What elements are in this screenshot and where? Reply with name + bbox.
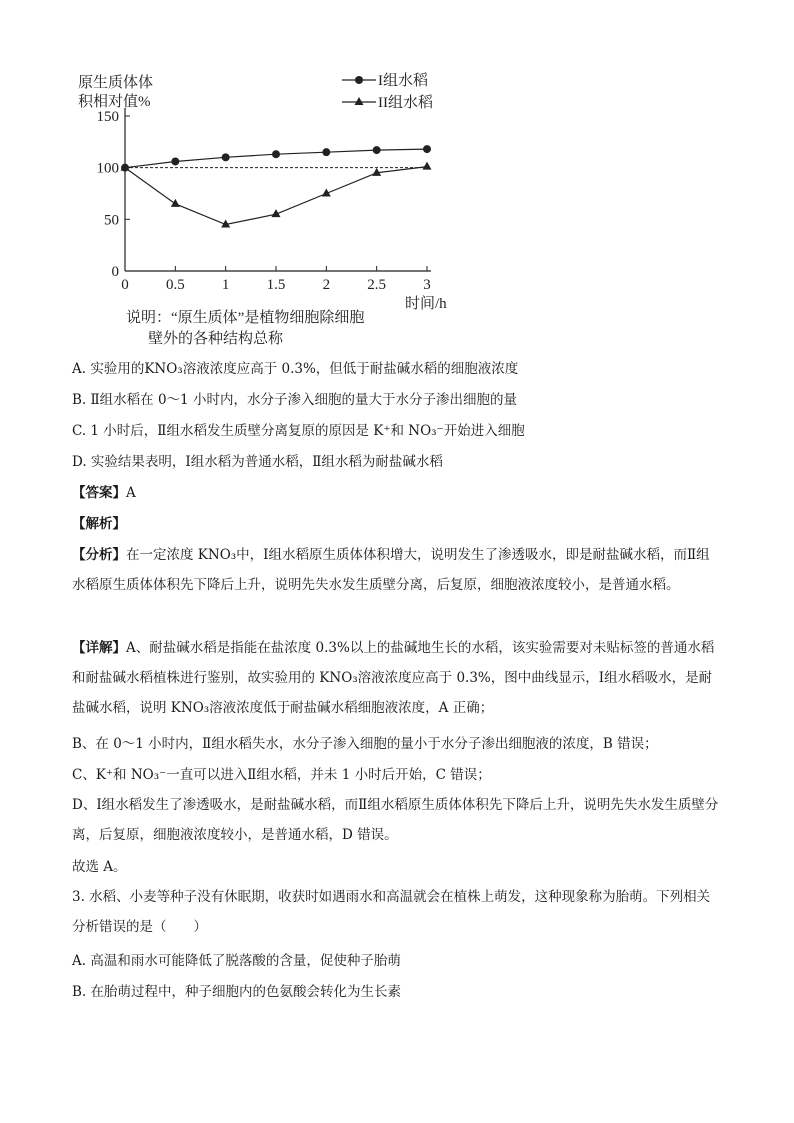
y-tick-label: 0 bbox=[111, 264, 119, 280]
option-d: D. 实验结果表明，Ⅰ组水稻为普通水稻，Ⅱ组水稻为耐盐碱水稻 bbox=[72, 454, 443, 470]
answer-tag: 【答案】 bbox=[72, 485, 126, 501]
option-a: A. 实验用的KNO₃溶液浓度应高于 0.3%，但低于耐盐碱水稻的细胞液浓度 bbox=[72, 361, 519, 377]
question-3-option-b: B. 在胎萌过程中，种子细胞内的色氨酸会转化为生长素 bbox=[72, 984, 402, 1000]
option-c: C. 1 小时后，Ⅱ组水稻发生质壁分离复原的原因是 K⁺和 NO₃⁻开始进入细胞 bbox=[72, 423, 525, 439]
x-tick-label: 1.5 bbox=[266, 277, 286, 293]
conclusion: 故选 A。 bbox=[72, 859, 127, 875]
protoplast-volume-chart bbox=[70, 60, 470, 345]
question-3-option-a: A. 高温和雨水可能降低了脱落酸的含量，促使种子胎萌 bbox=[72, 953, 401, 969]
x-axis-label: 时间/h bbox=[405, 296, 447, 312]
y-tick-label: 150 bbox=[96, 109, 119, 125]
x-tick-label: 2.5 bbox=[367, 277, 387, 293]
chart-note-line2: 壁外的各种结构总称 bbox=[148, 331, 284, 345]
xiangjie-tag: 【详解】 bbox=[72, 640, 126, 656]
series-1-point bbox=[322, 148, 330, 156]
answer-value: A bbox=[126, 485, 136, 501]
option-b: B. Ⅱ组水稻在 0～1 小时内，水分子渗入细胞的量大于水分子渗出细胞的量 bbox=[72, 392, 517, 408]
series-1-point bbox=[272, 150, 280, 158]
legend-label-series-2: II组水稻 bbox=[378, 95, 433, 111]
fenxi-tag: 【分析】 bbox=[72, 547, 126, 563]
legend-circle-marker bbox=[355, 76, 363, 84]
detail-d: D、Ⅰ组水稻发生了渗透吸水，是耐盐碱水稻，而Ⅱ组水稻原生质体体积先下降后上升，说明先失水发生质壁分离，后复原，细胞液浓度较小，是普通水稻，D 错误。 bbox=[72, 797, 719, 843]
y-axis-label-line2: 积相对值% bbox=[78, 94, 151, 110]
legend bbox=[342, 72, 433, 111]
xiangjie-paragraph bbox=[72, 633, 722, 723]
series-1-point bbox=[423, 145, 431, 153]
plot-area bbox=[97, 108, 432, 293]
series-1-point bbox=[373, 146, 381, 154]
y-tick-label: 100 bbox=[96, 160, 119, 177]
legend-label-series-1: I组水稻 bbox=[378, 73, 428, 89]
x-tick-label: 1 bbox=[221, 277, 230, 293]
series-1-point bbox=[171, 157, 179, 165]
question-3-stem: 3. 水稻、小麦等种子没有休眠期，收获时如遇雨水和高温就会在植株上萌发，这种现象称为胎萌。下列相关分析错误的是（ ） bbox=[72, 889, 711, 935]
fenxi-paragraph bbox=[72, 540, 722, 600]
fenxi-text: 在一定浓度 KNO₃中，Ⅰ组水稻原生质体体积增大，说明发生了渗透吸水，即是耐盐碱水稻，而Ⅱ组水稻原生质体体积先下降后上升，说明先失水发生质壁分离，后复原，细胞液浓度较小，是普通水稻。 bbox=[72, 547, 710, 593]
x-tick-label: 3 bbox=[423, 277, 431, 293]
legend-triangle-marker bbox=[355, 97, 364, 105]
x-tick-label: 2 bbox=[322, 277, 331, 293]
x-tick-label: 0 bbox=[121, 277, 129, 293]
analysis-tag: 【解析】 bbox=[72, 516, 126, 532]
xiangjie-text: A、耐盐碱水稻是指能在盐浓度 0.3%以上的盐碱地生长的水稻，该实验需要对未贴标签的普通水稻和耐盐碱水稻植株进行鉴别，故实验用的 KNO₃溶液浓度应高于 0.3%，图中曲线显示，Ⅰ组水稻吸水，是耐盐碱水稻，说明 KNO₃溶液浓度低于耐盐碱水稻细胞液浓度，A 正确； bbox=[72, 640, 715, 716]
y-tick-label: 50 bbox=[104, 212, 119, 229]
detail-b: B、在 0～1 小时内，Ⅱ组水稻失水，水分子渗入细胞的量小于水分子渗出细胞液的浓度，B 错误； bbox=[72, 736, 658, 752]
series-1-point bbox=[222, 153, 230, 161]
x-tick-label: 0.5 bbox=[165, 277, 185, 293]
chart-note-line1: 说明：“原生质体”是植物细胞除细胞 bbox=[126, 310, 365, 326]
series-2-point bbox=[423, 162, 432, 170]
y-axis-label-line1: 原生质体体 bbox=[78, 75, 154, 91]
series-2-point bbox=[171, 199, 180, 207]
detail-c: C、K⁺和 NO₃⁻一直可以进入Ⅱ组水稻，并未 1 小时后开始，C 错误； bbox=[72, 767, 491, 783]
answer-line bbox=[72, 484, 136, 502]
